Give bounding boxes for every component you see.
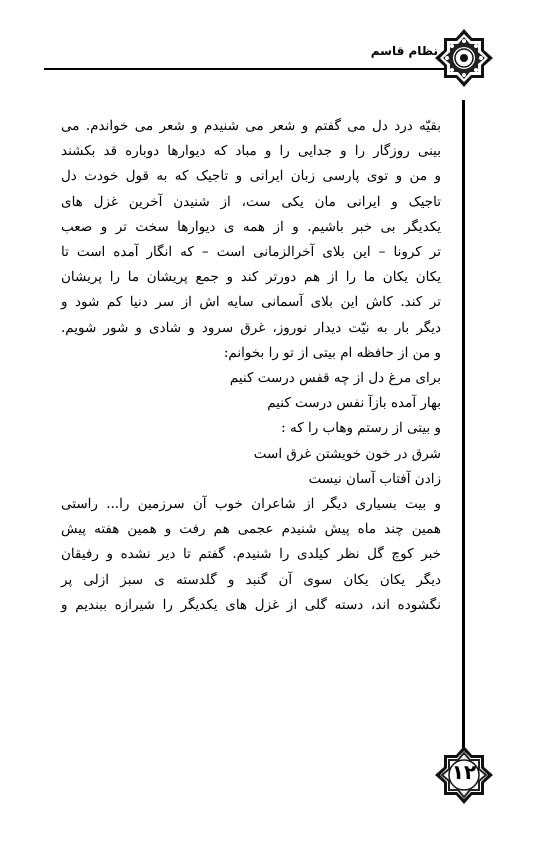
verse-line: شرق در خون خویشتن غرق است: [253, 445, 441, 462]
text-line: نگشوده اند، دسته گلی از غزل های یکدیگر را شیرازه ببندیم و: [61, 596, 441, 613]
paragraph: [61, 114, 441, 341]
verse-line: برای مرغ دل از چه قفس درست کنیم: [229, 370, 441, 387]
text-line: همین چند ماه پیش شنیدم عجمی هم رفت و همین هفته پیش: [61, 521, 441, 538]
running-header-author: نظام قاسم: [370, 44, 438, 58]
ornament-icon: [433, 27, 495, 89]
text-line: دیگر یکان یکان سوی آن گنبد و گلدسته ی سبز ازلی پر: [61, 571, 441, 588]
verse-line: بهار آمده بازآ نفس درست کنیم: [267, 395, 441, 412]
text-line: و بیتی از رستم وهاب را که :: [281, 420, 441, 437]
text-line: بقیّه درد دل می گفتم و شعر می شنیدم و شعر می خواندم. می: [61, 118, 441, 134]
paragraph: [61, 341, 441, 492]
header-rule: [44, 68, 444, 70]
page-number: ۱۲: [451, 760, 477, 784]
text-line: یکدیگر بی خبر باشیم. و از همه ی دیوارها سخت تر و صعب: [61, 218, 441, 235]
text-line: و من و توی پارسی زبان ایرانی و تاجیک که به قول خودت دل: [61, 168, 441, 185]
verse-line: زادن آفتاب آسان نیست: [308, 470, 441, 487]
text-line: تر کرونا – این بلای آخرالزمانی است – که انگار آمده است تا: [61, 244, 441, 261]
text-line: بینی روزگار را و جدایی را و مباد که دیوارها دوباره قد بکشند: [61, 143, 441, 160]
body-text: [61, 114, 441, 618]
text-line: یکان یکان ما را از هم دورتر کند و جمع پریشان ما را پریشان: [61, 269, 441, 286]
text-line: دیگر بار به نیّت دیدار نوروز، غرق سرود و شادی و شور شویم.: [61, 319, 441, 336]
paragraph: [61, 492, 441, 618]
text-line: تاجیک و ایرانی مان یکی ست، از شنیدن آخرین غزل های: [61, 193, 441, 210]
text-line: و بیت بسیاری دیگر از شاعران خوب آن سرزمین را... راستی: [61, 496, 441, 513]
side-rule: [462, 100, 465, 755]
text-line: و من از حافظه ام بیتی از تو را بخوانم:: [223, 344, 441, 361]
text-line: خبر کوچ گل نظر کیلدی را شنیدم. گفتم تا دیر نشده و رفیقان: [61, 546, 441, 563]
text-line: تر کند. کاش این بلای آسمانی سایه اش از سر دنیا کم شود و: [61, 294, 441, 311]
